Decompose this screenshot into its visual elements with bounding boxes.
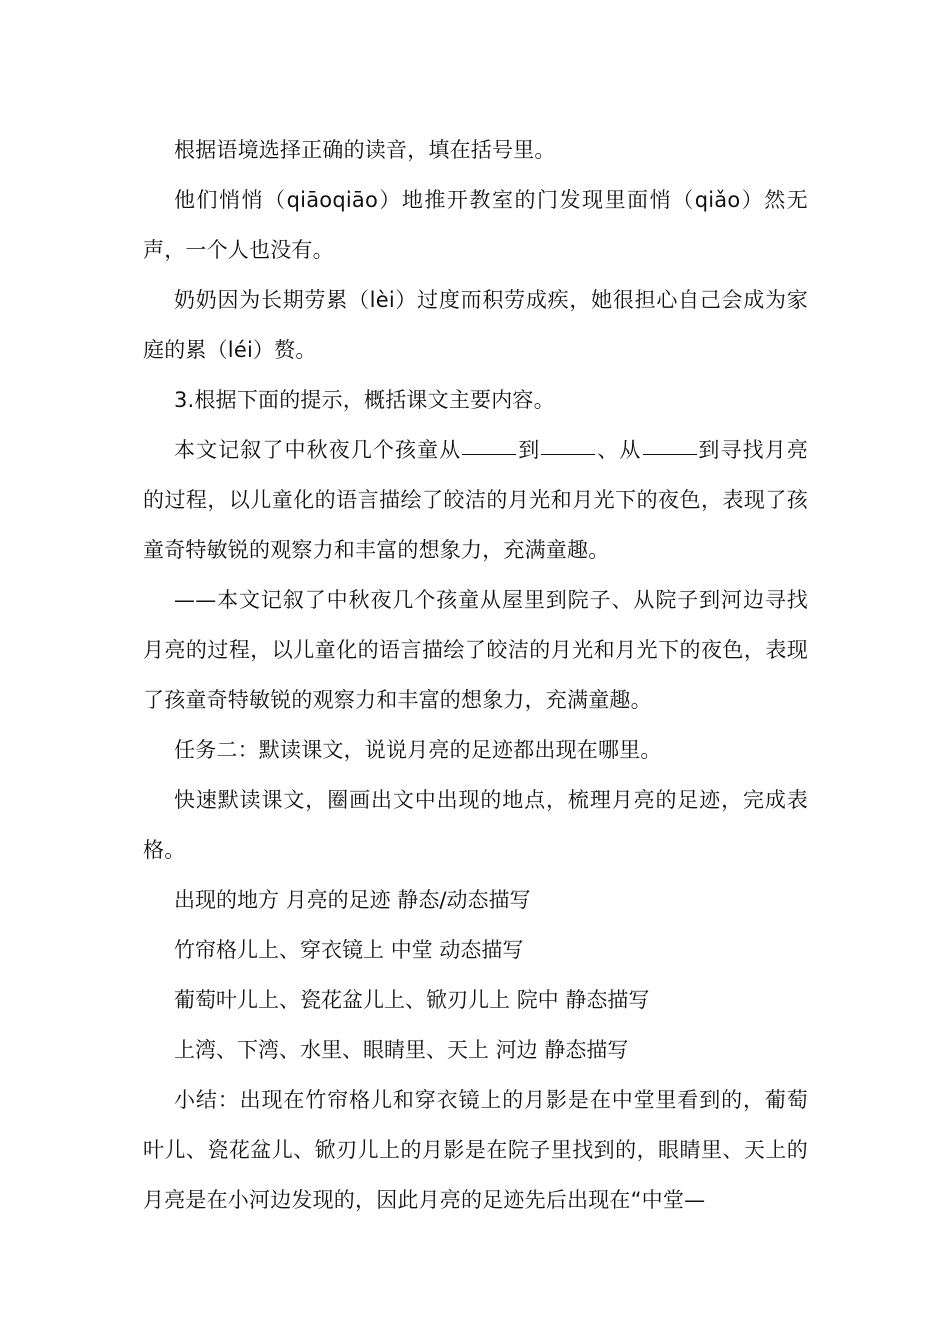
fill-blank-1[interactable] — [462, 453, 516, 455]
document-body — [143, 125, 808, 1225]
table-row — [143, 925, 808, 975]
table-cell-location: 上湾、下湾、水里、眼睛里、天上 — [174, 1038, 489, 1062]
example-sentence-qiao: 他们悄悄（qiāoqiāo）地推开教室的门发现里面悄（qiǎo）然无声，一个人也没有。 — [143, 188, 808, 262]
task-two-heading: 任务二：默读课文，说说月亮的足迹都出现在哪里。 — [174, 738, 662, 762]
fill-blank-3[interactable] — [643, 453, 697, 455]
instruction-pronunciation: 根据语境选择正确的读音，填在括号里。 — [174, 138, 556, 162]
summary-prompt-part3: 、从 — [596, 438, 642, 462]
summary-prompt-part1: 本文记叙了中秋夜几个孩童从 — [174, 438, 462, 462]
table-header-description: 静态/动态描写 — [397, 888, 531, 912]
summary-prompt-part2: 到 — [517, 438, 541, 462]
table-cell-description: 静态描写 — [565, 988, 650, 1012]
table-header-footprint: 月亮的足迹 — [285, 888, 391, 912]
table-row — [143, 975, 808, 1025]
summary-prompt-part4: 到寻找月亮的过程，以儿童化的语言描绘了皎洁的月光和月光下的夜色，表现了孩童奇特敏锐的观察力和丰富的想象力，充满童趣。 — [143, 438, 809, 562]
table-cell-footprint: 河边 — [495, 1038, 538, 1062]
task-two-instruction: 快速默读课文，圈画出文中出现的地点，梳理月亮的足迹，完成表格。 — [143, 788, 808, 862]
summary-answer: ——本文记叙了中秋夜几个孩童从屋里到院子、从院子到河边寻找月亮的过程，以儿童化的语言描绘了皎洁的月光和月光下的夜色，表现了孩童奇特敏锐的观察力和丰富的想象力，充满童趣。 — [143, 588, 808, 712]
summary-conclusion: 小结：出现在竹帘格儿和穿衣镜上的月影是在中堂里看到的，葡萄叶儿、瓷花盆儿、锨刃儿上的月影是在院子里找到的，眼睛里、天上的月亮是在小河边发现的，因此月亮的足迹先后出现在“中堂— — [143, 1088, 808, 1212]
table-cell-footprint: 院中 — [516, 988, 559, 1012]
table-cell-description: 静态描写 — [544, 1038, 629, 1062]
table-cell-footprint: 中堂 — [390, 938, 433, 962]
table-cell-location: 葡萄叶儿上、瓷花盆儿上、锨刃儿上 — [174, 988, 510, 1012]
table-header-row — [143, 875, 808, 925]
table-row — [143, 1025, 808, 1075]
fill-blank-2[interactable] — [541, 453, 595, 455]
table-cell-location: 竹帘格儿上、穿衣镜上 — [174, 938, 384, 962]
table-header-location: 出现的地方 — [174, 888, 279, 912]
example-sentence-lei: 奶奶因为长期劳累（lèi）过度而积劳成疾，她很担心自己会成为家庭的累（léi）赘。 — [143, 288, 808, 362]
instruction-summary: 3.根据下面的提示，概括课文主要内容。 — [174, 388, 555, 412]
table-cell-description: 动态描写 — [439, 938, 524, 962]
summary-prompt — [143, 425, 808, 575]
